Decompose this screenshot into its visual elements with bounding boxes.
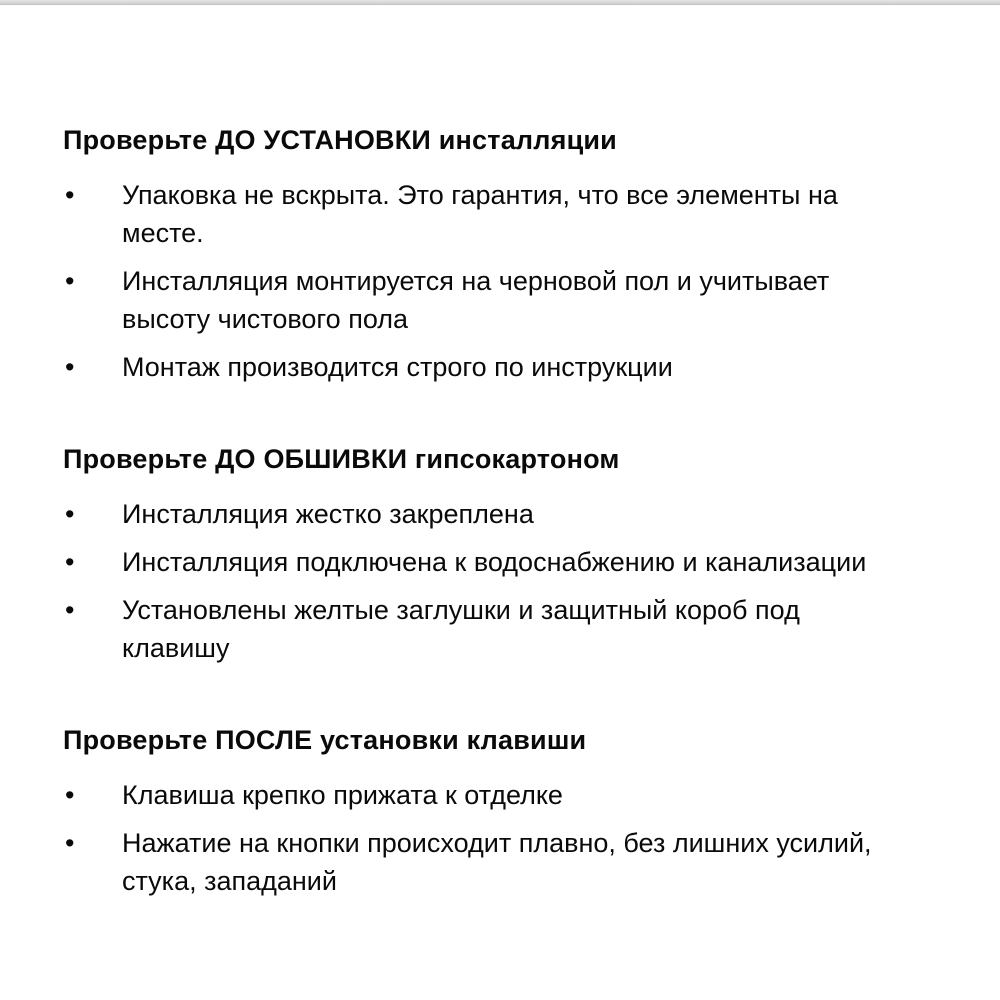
checklist-item	[63, 543, 888, 581]
checklist-item	[63, 176, 888, 252]
section-before-installation	[63, 121, 888, 386]
section-heading: Проверьте ПОСЛЕ установки клавиши	[63, 725, 587, 755]
checklist-item-text: Упаковка не вскрыта. Это гарантия, что все элементы на месте.	[122, 180, 838, 248]
bullet-icon: •	[65, 499, 75, 529]
checklist-item-text: Инсталляция подключена к водоснабжению и канализации	[122, 547, 867, 577]
bullet-icon: •	[65, 780, 75, 810]
checklist-item	[63, 776, 888, 814]
bullet-icon: •	[65, 266, 75, 296]
checklist-item	[63, 262, 888, 338]
checklist-item	[63, 591, 888, 667]
checklist-item	[63, 348, 888, 386]
bullet-icon: •	[65, 180, 75, 210]
checklist-item-text: Клавиша крепко прижата к отделке	[122, 780, 563, 810]
checklist-document	[0, 5, 888, 900]
checklist-item-text: Инсталляция жестко закреплена	[122, 499, 534, 529]
checklist-item	[63, 824, 888, 900]
section-after-button-install	[63, 721, 888, 900]
bullet-icon: •	[65, 547, 75, 577]
checklist	[63, 495, 888, 667]
checklist-item-text: Установлены желтые заглушки и защитный короб под клавишу	[122, 595, 800, 663]
section-heading: Проверьте ДО ОБШИВКИ гипсокартоном	[63, 444, 620, 474]
section-heading: Проверьте ДО УСТАНОВКИ инсталляции	[63, 125, 617, 155]
bullet-icon: •	[65, 828, 75, 858]
checklist-item-text: Инсталляция монтируется на черновой пол и учитывает высоту чистового пола	[122, 266, 830, 334]
bullet-icon: •	[65, 595, 75, 625]
bullet-icon: •	[65, 352, 75, 382]
section-before-drywall	[63, 440, 888, 667]
checklist	[63, 776, 888, 900]
checklist-item	[63, 495, 888, 533]
checklist	[63, 176, 888, 386]
checklist-item-text: Монтаж производится строго по инструкции	[122, 352, 673, 382]
checklist-item-text: Нажатие на кнопки происходит плавно, без лишних усилий, стука, западаний	[122, 828, 872, 896]
